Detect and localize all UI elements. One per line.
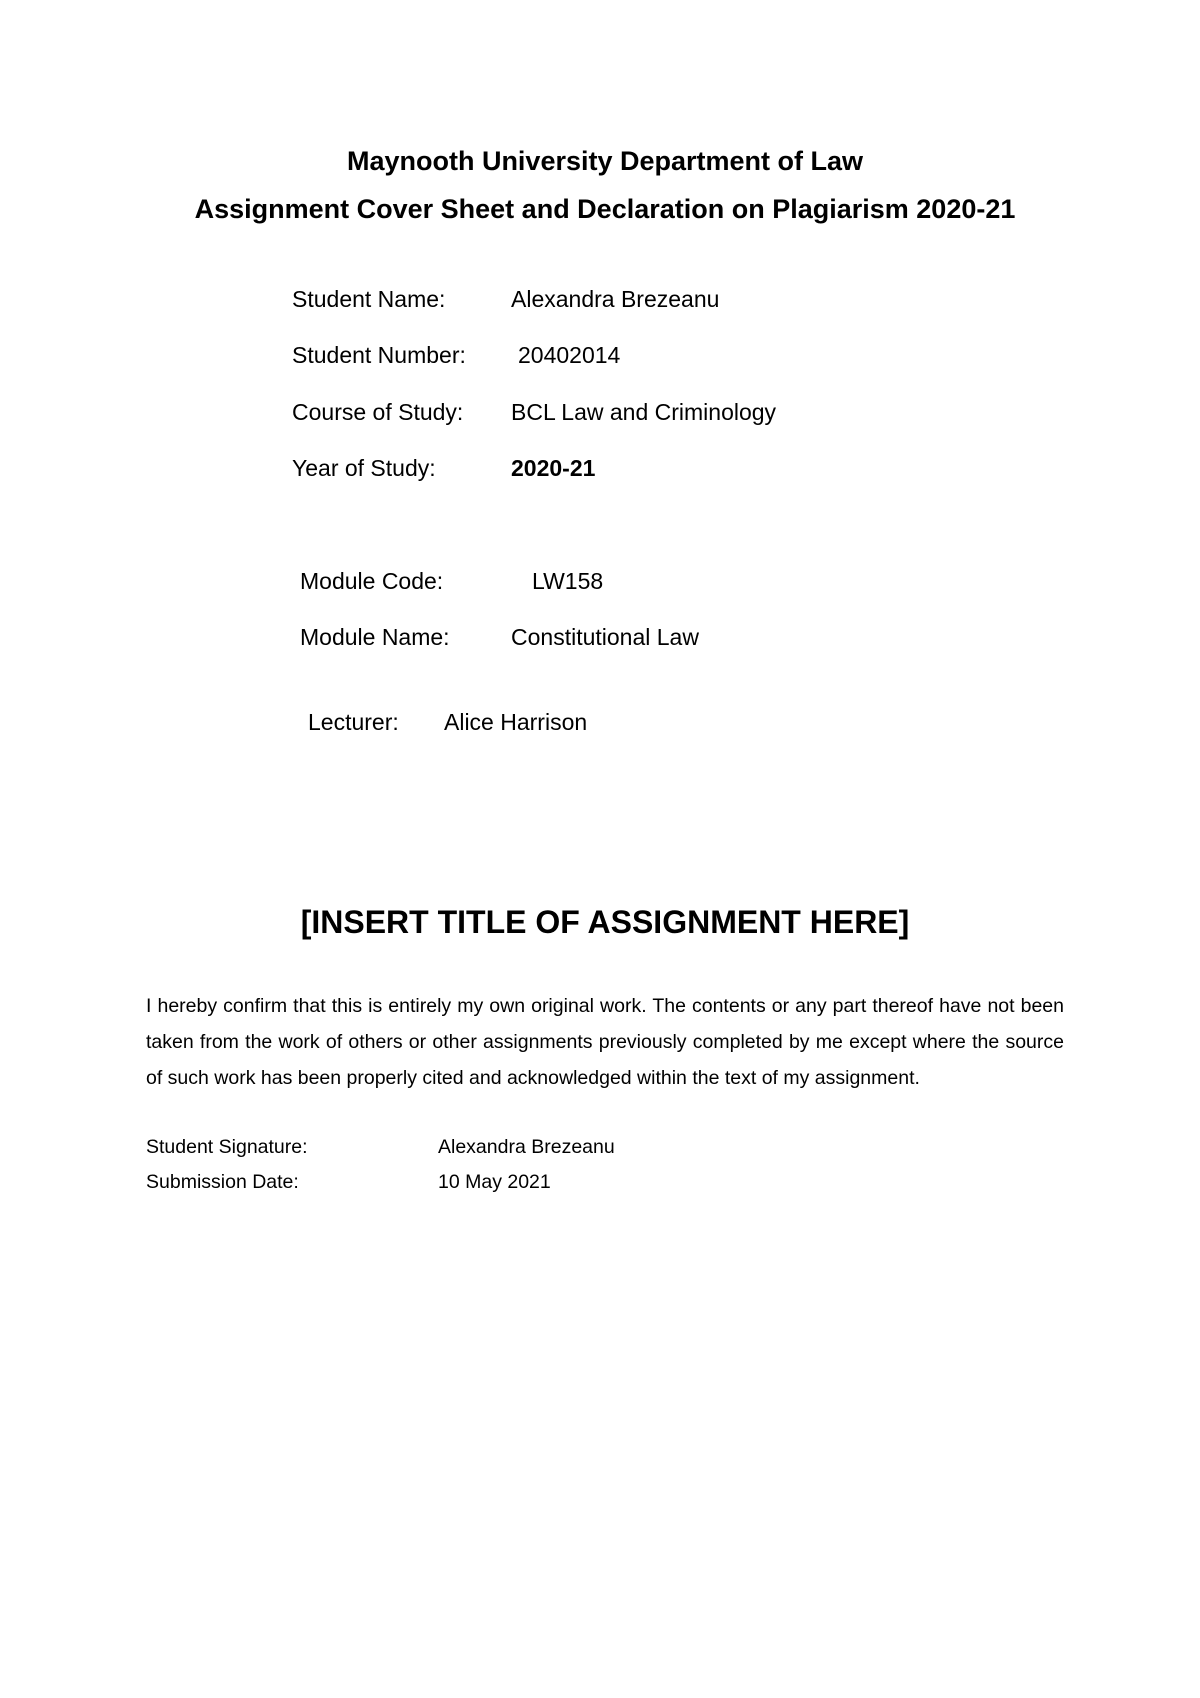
- student-number-value: 20402014: [518, 342, 621, 368]
- year-of-study-value: 2020-21: [511, 455, 596, 481]
- year-of-study-label: Year of Study:: [292, 455, 436, 481]
- module-code-label: Module Code:: [300, 568, 444, 594]
- university-department-heading: Maynooth University Department of Law: [346, 146, 864, 176]
- lecturer-value: Alice Harrison: [444, 709, 588, 735]
- cover-sheet-title: Assignment Cover Sheet and Declaration on Plagiarism 2020-21: [194, 194, 1016, 224]
- submission-date-label: Submission Date:: [146, 1171, 299, 1193]
- course-of-study-label: Course of Study:: [292, 399, 464, 425]
- assignment-title-placeholder: [INSERT TITLE OF ASSIGNMENT HERE]: [300, 904, 910, 940]
- plagiarism-declaration: I hereby confirm that this is entirely my own original work. The contents or any part thereof have not been taken from the work of others or other assignments previously completed by me except where the source of such work has been properly cited and acknowledged within the text of my assignment.: [146, 995, 1064, 1089]
- submission-date-value: 10 May 2021: [438, 1171, 551, 1193]
- student-name-value: Alexandra Brezeanu: [511, 286, 720, 312]
- student-name-label: Student Name:: [292, 286, 446, 312]
- lecturer-label: Lecturer:: [308, 709, 399, 735]
- module-name-label: Module Name:: [300, 624, 450, 650]
- student-signature-value: Alexandra Brezeanu: [438, 1136, 615, 1158]
- module-name-value: Constitutional Law: [511, 624, 699, 650]
- student-signature-label: Student Signature:: [146, 1136, 308, 1158]
- module-code-value: LW158: [532, 568, 604, 594]
- student-number-label: Student Number:: [292, 342, 466, 368]
- course-of-study-value: BCL Law and Criminology: [511, 399, 777, 425]
